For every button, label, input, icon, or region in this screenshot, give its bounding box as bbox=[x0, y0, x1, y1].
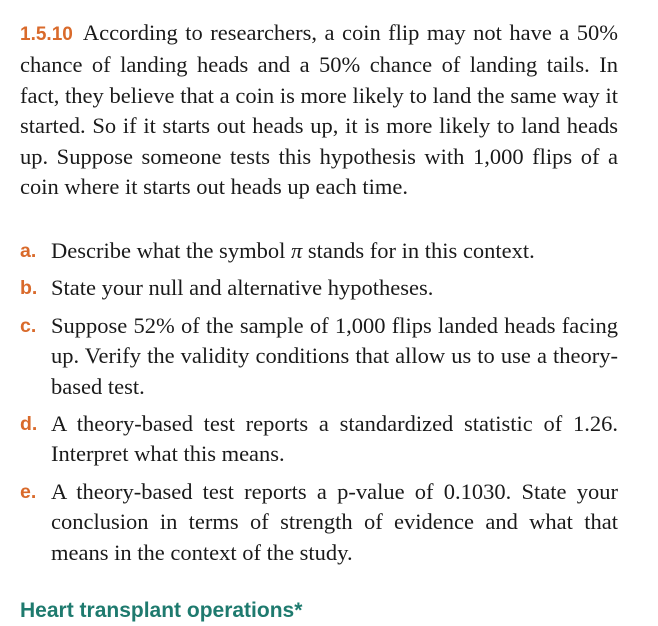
part-a-text-after: stands for in this context. bbox=[302, 238, 535, 263]
exercise-intro-text: According to researchers, a coin flip may not have a 50% chance of landing heads and a 50% chance of landing tails. In fact, they believe that a coin is more likely to land the same way it started. So if it starts out heads up, it is more likely to land heads up. Suppose someone tests this hypothesis with 1,000 flips of a coin where it starts out heads up each time. bbox=[20, 20, 618, 200]
part-d bbox=[20, 409, 618, 470]
pi-symbol: π bbox=[290, 238, 303, 263]
part-d-letter: d. bbox=[20, 413, 38, 436]
part-b-letter: b. bbox=[20, 277, 38, 300]
part-e-text: A theory-based test reports a p-value of 0.1030. State your conclusion in terms of strength of evidence and what that means in the context of the study. bbox=[51, 478, 618, 565]
part-a bbox=[20, 236, 618, 266]
part-a-letter: a. bbox=[20, 240, 37, 262]
part-a-text-before: Describe what the symbol bbox=[51, 238, 291, 263]
part-e-letter: e. bbox=[20, 480, 37, 503]
part-c-text: Suppose 52% of the sample of 1,000 flips landed heads facing up. Verify the validity conditions that allow us to use a theory-based test. bbox=[51, 312, 618, 399]
part-d-text: A theory-based test reports a standardized statistic of 1.26. Interpret what this means. bbox=[51, 411, 618, 467]
part-b bbox=[20, 273, 618, 303]
exercise-parts-list bbox=[20, 236, 618, 575]
part-e bbox=[20, 477, 618, 568]
next-section-heading: Heart transplant operations* bbox=[20, 599, 303, 622]
part-c-letter: c. bbox=[20, 314, 37, 337]
part-b-text: State your null and alternative hypotheses. bbox=[51, 275, 434, 301]
part-c bbox=[20, 311, 618, 402]
exercise-intro bbox=[20, 18, 618, 202]
exercise-number: 1.5.10 bbox=[20, 24, 73, 45]
